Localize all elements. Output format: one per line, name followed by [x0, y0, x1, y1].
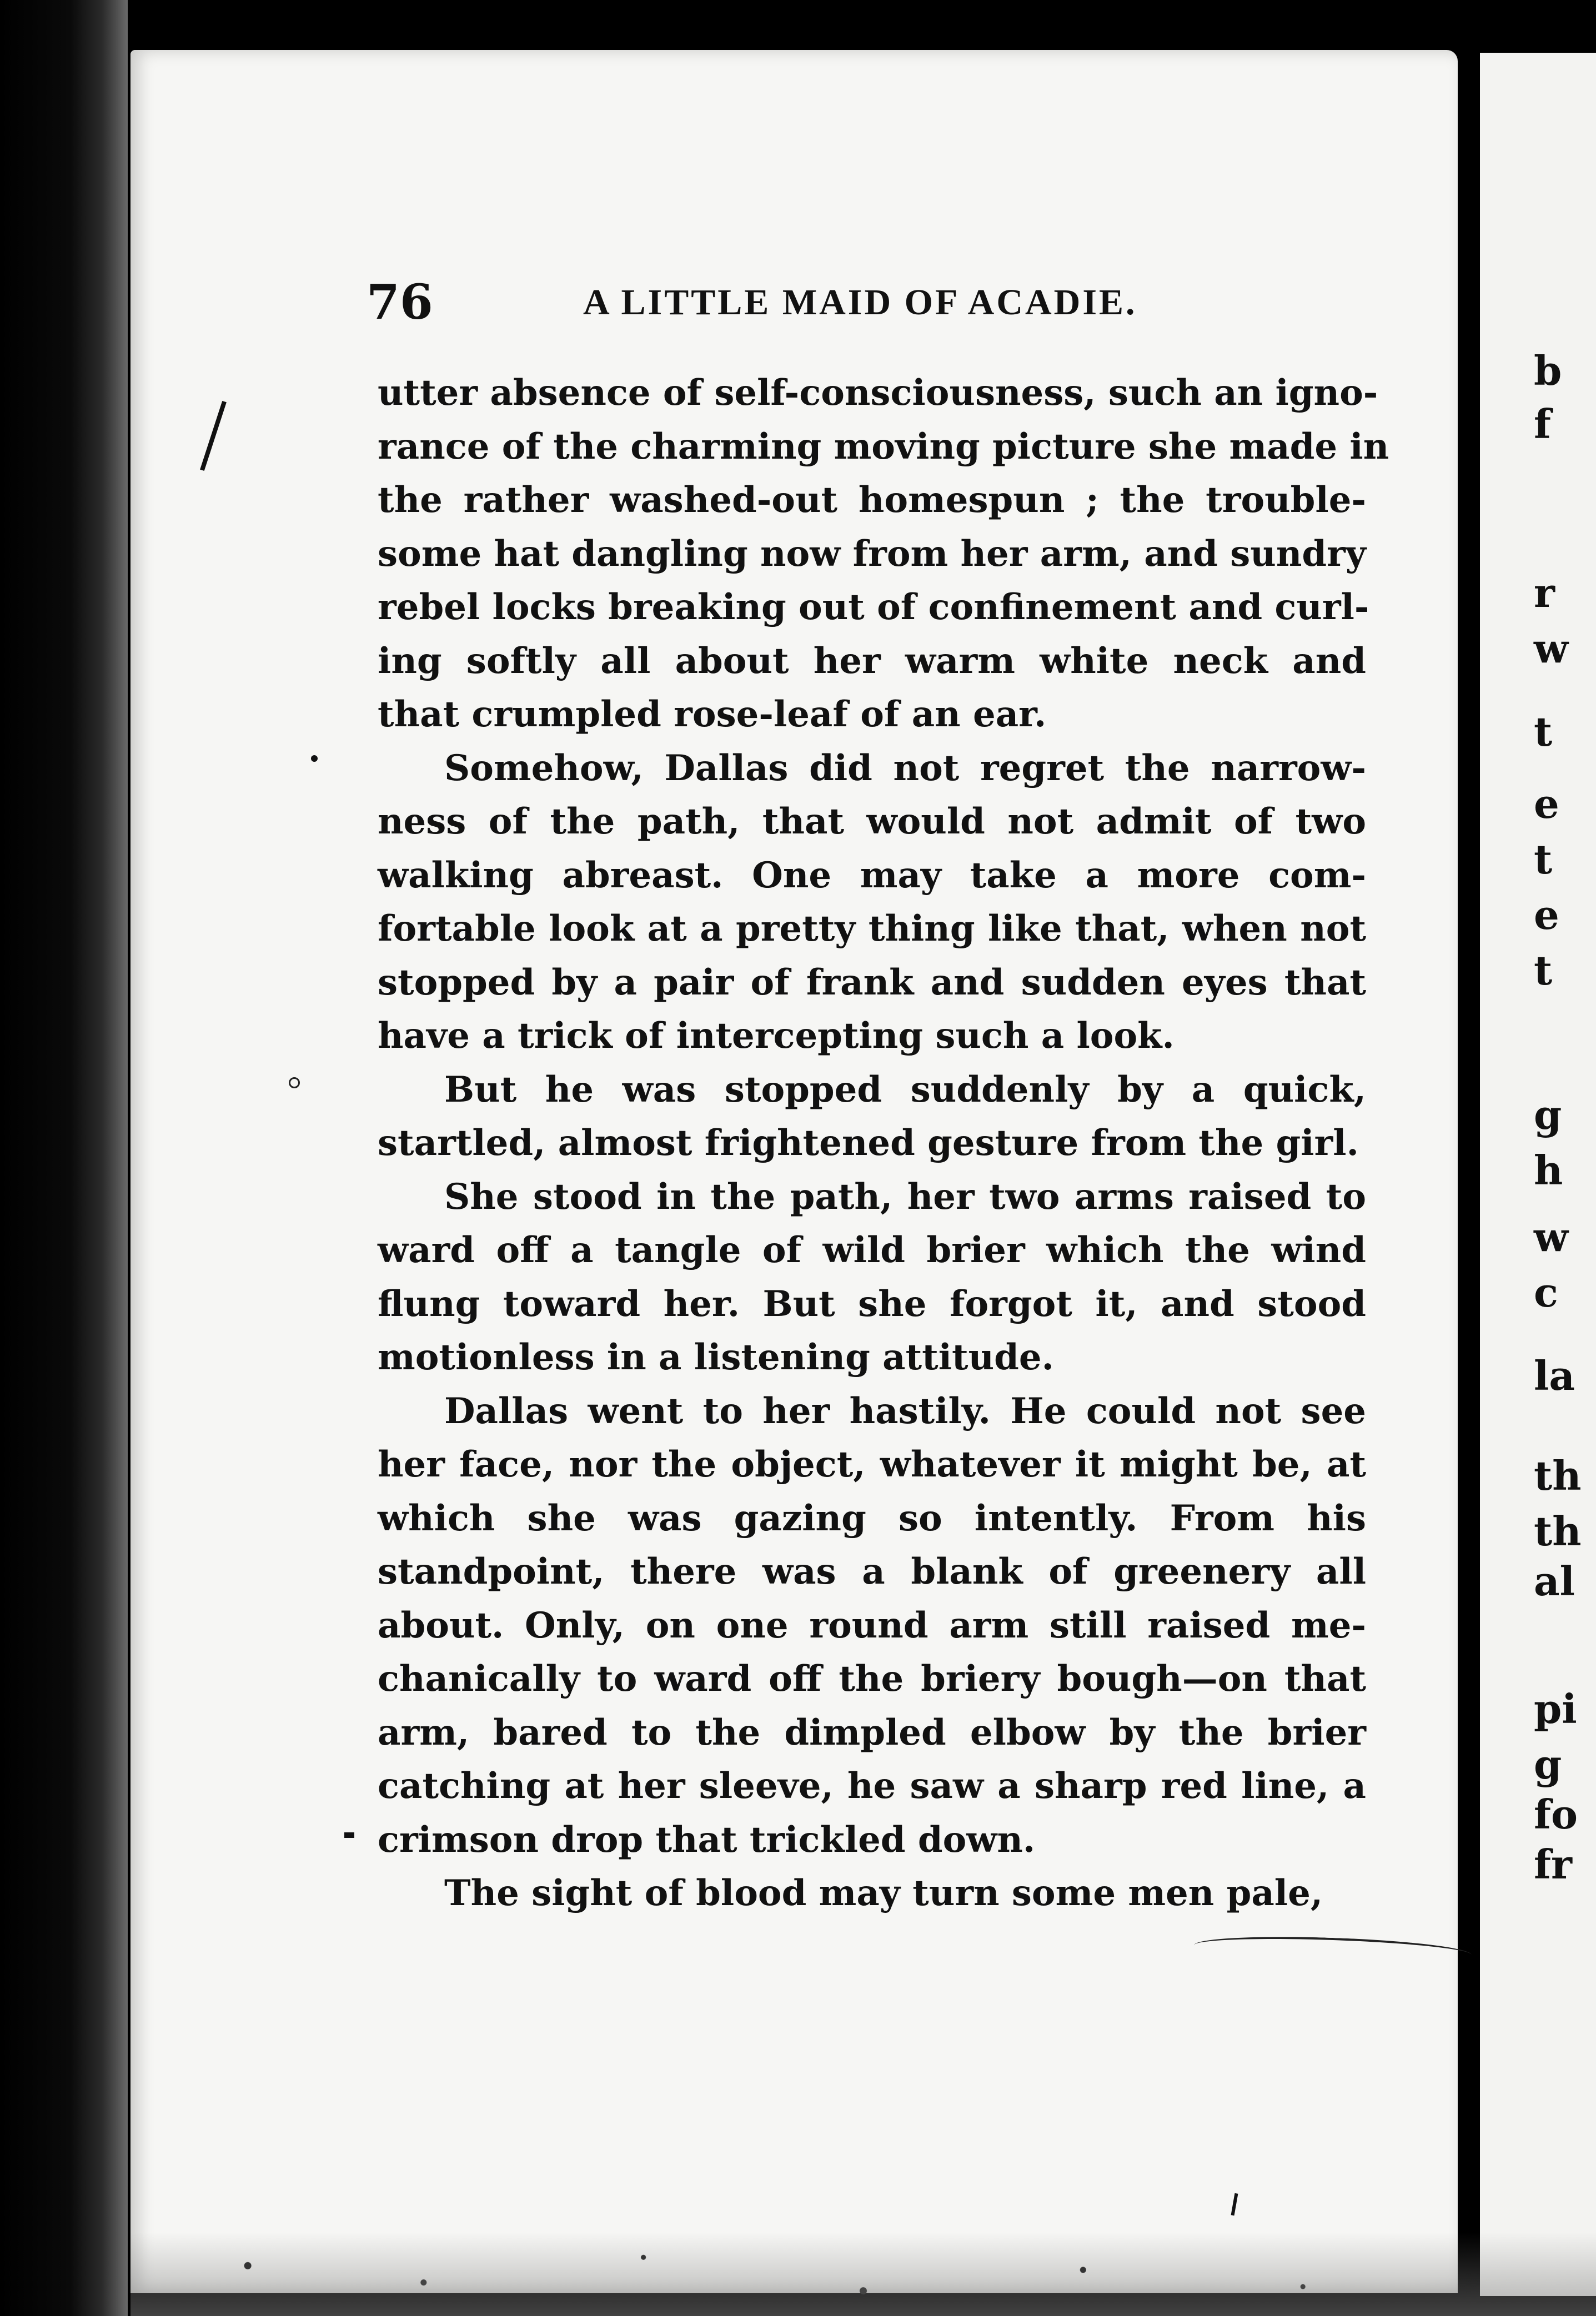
fragment-text: g — [1534, 1091, 1562, 1138]
text-line: walking abreast. One may take a more com- — [378, 854, 1366, 896]
text-line: Dallas went to her hastily. He could not see — [444, 1390, 1366, 1432]
text-line: motionless in a listening attitude. — [378, 1337, 1054, 1378]
fragment-text: fr — [1534, 1841, 1572, 1888]
book-binding-edge — [0, 0, 128, 2316]
page-number: 76 — [367, 274, 433, 330]
fragment-text: w — [1534, 1213, 1568, 1260]
text-line: crimson drop that trickled down. — [378, 1818, 1036, 1861]
fragment-text: t — [1534, 836, 1553, 883]
fragment-text: th — [1534, 1508, 1582, 1555]
text-line: utter absence of self-consciousness, such an igno- — [378, 372, 1378, 414]
text-line: her face, nor the object, whatever it might be, at — [378, 1444, 1366, 1485]
fragment-text: f — [1534, 400, 1551, 448]
fragment-text: t — [1534, 947, 1553, 994]
text-line: arm, bared to the dimpled elbow by the brier — [378, 1711, 1366, 1754]
fragment-text: pi — [1534, 1685, 1577, 1732]
body-text — [378, 366, 1389, 1921]
text-line: startled, almost frightened gesture from the girl. — [378, 1122, 1359, 1164]
fragment-text: e — [1534, 891, 1559, 938]
fragment-text: h — [1534, 1147, 1563, 1194]
fragment-text: r — [1534, 569, 1555, 616]
text-line: ing softly all about her warm white neck and — [378, 640, 1366, 682]
text-line: which she was gazing so intently. From his — [378, 1497, 1366, 1539]
fragment-text: fo — [1534, 1791, 1578, 1838]
scan-mark — [289, 1077, 300, 1088]
fragment-text: t — [1534, 708, 1553, 755]
fragment-text: e — [1534, 780, 1559, 827]
bottom-scan-noise — [131, 2232, 1596, 2316]
text-line: She stood in the path, her two arms raised to — [444, 1175, 1366, 1218]
fragment-text: g — [1534, 1741, 1562, 1788]
running-header — [367, 272, 1383, 333]
fragment-text: al — [1534, 1558, 1575, 1605]
scan-mark — [311, 755, 318, 762]
fragment-text: la — [1534, 1352, 1575, 1399]
text-line: flung toward her. But she forgot it, and stood — [378, 1283, 1366, 1325]
text-line: the rather washed-out homespun ; the trouble- — [378, 479, 1366, 521]
text-line: fortable look at a pretty thing like that, when not — [378, 908, 1366, 949]
fragment-text: c — [1534, 1269, 1558, 1316]
text-line: But he was stopped suddenly by a quick, — [444, 1068, 1366, 1111]
text-line: rebel locks breaking out of confinement and curl- — [378, 586, 1369, 628]
text-line: rance of the charming moving picture she made in — [378, 425, 1389, 468]
page-gutter — [1458, 0, 1480, 2316]
fragment-text: th — [1534, 1452, 1582, 1499]
text-line: chanically to ward off the briery bough—on that — [378, 1658, 1366, 1700]
fragment-text: b — [1534, 347, 1562, 394]
text-line: some hat dangling now from her arm, and sundry — [378, 532, 1366, 575]
text-line: ness of the path, that would not admit of two — [378, 801, 1366, 842]
scan-mark — [344, 1832, 354, 1838]
text-line: ward off a tangle of wild brier which the wind — [378, 1229, 1366, 1271]
text-line: catching at her sleeve, he saw a sharp red line, a — [378, 1765, 1366, 1807]
book-title: A LITTLE MAID OF ACADIE. — [583, 282, 1137, 323]
text-line: stopped by a pair of frank and sudden eyes that — [378, 961, 1366, 1003]
text-line: The sight of blood may turn some men pale, — [444, 1872, 1323, 1914]
text-line: standpoint, there was a blank of greenery all — [378, 1551, 1366, 1592]
fragment-text: w — [1534, 625, 1568, 672]
text-line: have a trick of intercepting such a look. — [378, 1015, 1175, 1057]
text-line: that crumpled rose-leaf of an ear. — [378, 694, 1047, 735]
text-line: about. Only, on one round arm still raised me- — [378, 1604, 1366, 1646]
text-line: Somehow, Dallas did not regret the narrow- — [444, 747, 1366, 789]
